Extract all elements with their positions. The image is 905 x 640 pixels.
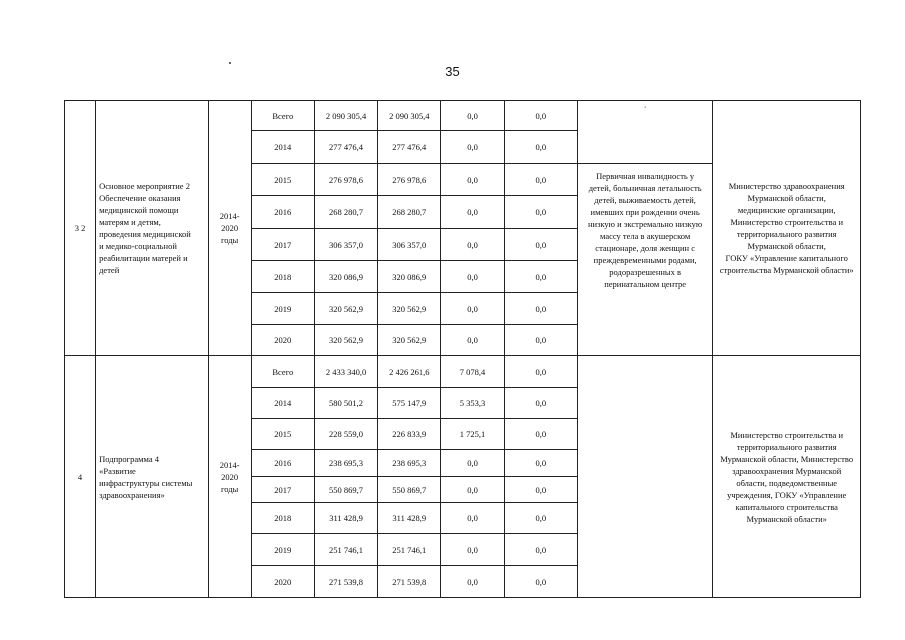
measure-title-line: реабилитации матерей и — [99, 253, 188, 263]
year-cell: 2017 — [251, 229, 314, 261]
year-cell: 2020 — [251, 566, 314, 598]
year-cell: Всего — [251, 356, 314, 388]
executors-line: ГОКУ «Управление капитального — [725, 253, 848, 263]
result-indicator — [577, 164, 713, 356]
measure-title-line: проведения медицинской — [99, 229, 191, 239]
federal-budget-value: 0,0 — [441, 261, 504, 293]
federal-budget-value: 0,0 — [441, 196, 504, 229]
period-line: 2014- — [219, 211, 240, 221]
year-cell: 2017 — [251, 477, 314, 503]
measure-title-line: и медико-социальной — [99, 241, 177, 251]
total-value: 320 086,9 — [314, 261, 377, 293]
executors-line: учреждения, ГОКУ «Управление — [727, 489, 847, 500]
result-indicator-line: преждевременными родами, — [593, 255, 697, 265]
other-sources-value: 0,0 — [504, 503, 577, 534]
year-cell: 2015 — [251, 164, 314, 196]
executors-line: территориального развития — [736, 441, 837, 452]
executors-line: Мурманской области» — [746, 513, 827, 524]
program-table — [64, 100, 861, 598]
year-cell: 2016 — [251, 450, 314, 477]
total-value: 311 428,9 — [314, 503, 377, 534]
period-line: 2020 — [221, 223, 239, 233]
executors-line: капитального строительства — [735, 501, 838, 512]
other-sources-value: 0,0 — [504, 131, 577, 164]
regional-budget-value: 251 746,1 — [378, 534, 441, 566]
executors-line: Мурманской области, — [747, 241, 826, 251]
measure-title-line: Подпрограмма 4 — [99, 453, 159, 464]
measure-title-line: здравоохранения» — [99, 489, 165, 500]
total-value: 320 562,9 — [314, 293, 377, 325]
year-cell: 2016 — [251, 196, 314, 229]
other-sources-value: 0,0 — [504, 101, 577, 131]
measure-title-line: Основное мероприятие 2 — [99, 181, 190, 191]
year-cell: 2015 — [251, 419, 314, 450]
regional-budget-value: 320 086,9 — [378, 261, 441, 293]
executors-line: Мурманской области, Министерство — [720, 453, 854, 464]
year-cell: 2018 — [251, 503, 314, 534]
executors-line: Министерство строительства и — [730, 217, 843, 227]
federal-budget-value: 0,0 — [441, 566, 504, 598]
other-sources-value: 0,0 — [504, 164, 577, 196]
federal-budget-value: 0,0 — [441, 325, 504, 356]
year-cell: 2019 — [251, 534, 314, 566]
row-number: 3 2 — [65, 101, 96, 356]
other-sources-value: 0,0 — [504, 325, 577, 356]
total-value: 320 562,9 — [314, 325, 377, 356]
measure-title — [96, 101, 208, 356]
executors-line: строительства Мурманской области» — [719, 265, 854, 275]
result-indicator-line: массу тела в акушерском — [600, 231, 691, 241]
other-sources-value: 0,0 — [504, 450, 577, 477]
result-indicator-line: стационаре, доля женщин с — [595, 243, 695, 253]
year-cell: 2014 — [251, 131, 314, 164]
total-value: 238 695,3 — [314, 450, 377, 477]
result-indicator-line: низкую и экстремально низкую — [587, 219, 703, 229]
regional-budget-value: 320 562,9 — [378, 293, 441, 325]
total-value: 580 501,2 — [314, 388, 377, 419]
table-row — [65, 101, 861, 131]
year-cell: 2018 — [251, 261, 314, 293]
executors-line: Министерство здравоохранения — [728, 181, 845, 191]
result-indicator-line: перинатальном центре — [604, 279, 687, 289]
regional-budget-value: 226 833,9 — [378, 419, 441, 450]
other-sources-value: 0,0 — [504, 229, 577, 261]
result-indicator-empty — [577, 356, 713, 598]
measure-title-line: инфраструктуры системы — [99, 477, 193, 488]
regional-budget-value: 550 869,7 — [378, 477, 441, 503]
other-sources-value: 0,0 — [504, 261, 577, 293]
measure-title-line: детей — [99, 265, 120, 275]
executors-line: Министерство строительства и — [730, 429, 843, 440]
executors-line: здравоохранения Мурманской — [732, 465, 842, 476]
period-line: 2020 — [221, 471, 239, 482]
result-mark: · — [643, 102, 647, 112]
federal-budget-value: 0,0 — [441, 101, 504, 131]
table-body — [65, 101, 861, 598]
total-value: 268 280,7 — [314, 196, 377, 229]
regional-budget-value: 575 147,9 — [378, 388, 441, 419]
other-sources-value: 0,0 — [504, 419, 577, 450]
federal-budget-value: 5 353,3 — [441, 388, 504, 419]
year-cell: Всего — [251, 101, 314, 131]
year-cell: 2020 — [251, 325, 314, 356]
table-row — [65, 356, 861, 388]
measure-title-line: Обеспечение оказания — [99, 193, 181, 203]
result-indicator — [577, 101, 713, 164]
total-value: 550 869,7 — [314, 477, 377, 503]
result-indicator-line: родоразрешенных в — [609, 267, 682, 277]
measure-title-line: «Развитие — [99, 465, 136, 476]
year-cell: 2019 — [251, 293, 314, 325]
row-number: 4 — [65, 356, 96, 598]
regional-budget-value: 238 695,3 — [378, 450, 441, 477]
federal-budget-value: 0,0 — [441, 131, 504, 164]
total-value: 276 978,6 — [314, 164, 377, 196]
result-indicator-line: Первичная инвалидность у — [596, 171, 695, 181]
period — [208, 356, 251, 598]
federal-budget-value: 0,0 — [441, 293, 504, 325]
executors-line: территориального развития — [736, 229, 837, 239]
total-value: 228 559,0 — [314, 419, 377, 450]
total-value: 2 433 340,0 — [314, 356, 377, 388]
total-value: 251 746,1 — [314, 534, 377, 566]
result-indicator-line: детей, больничная летальность — [588, 183, 702, 193]
other-sources-value: 0,0 — [504, 196, 577, 229]
regional-budget-value: 271 539,8 — [378, 566, 441, 598]
regional-budget-value: 306 357,0 — [378, 229, 441, 261]
executors-line: области, подведомственные — [736, 477, 838, 488]
measure-title — [96, 356, 208, 598]
other-sources-value: 0,0 — [504, 477, 577, 503]
other-sources-value: 0,0 — [504, 388, 577, 419]
other-sources-value: 0,0 — [504, 566, 577, 598]
total-value: 2 090 305,4 — [314, 101, 377, 131]
period-line: годы — [220, 235, 239, 245]
federal-budget-value: 0,0 — [441, 534, 504, 566]
total-value: 271 539,8 — [314, 566, 377, 598]
executors-line: Мурманской области, — [747, 193, 826, 203]
federal-budget-value: 1 725,1 — [441, 419, 504, 450]
federal-budget-value: 0,0 — [441, 450, 504, 477]
page-number: 35 — [445, 64, 460, 79]
executors — [713, 101, 861, 356]
result-indicator-line: детей, выживаемость детей, — [594, 195, 696, 205]
regional-budget-value: 2 090 305,4 — [378, 101, 441, 131]
result-indicator-line: имевших при рождении очень — [590, 207, 700, 217]
regional-budget-value: 268 280,7 — [378, 196, 441, 229]
measure-title-line: медицинской помощи — [99, 205, 179, 215]
federal-budget-value: 0,0 — [441, 164, 504, 196]
period — [208, 101, 251, 356]
period-line: 2014- — [219, 459, 240, 470]
executors-line: медицинские организации, — [737, 205, 836, 215]
regional-budget-value: 277 476,4 — [378, 131, 441, 164]
federal-budget-value: 0,0 — [441, 477, 504, 503]
federal-budget-value: 0,0 — [441, 503, 504, 534]
executors — [713, 356, 861, 598]
regional-budget-value: 2 426 261,6 — [378, 356, 441, 388]
other-sources-value: 0,0 — [504, 534, 577, 566]
year-cell: 2014 — [251, 388, 314, 419]
federal-budget-value: 0,0 — [441, 229, 504, 261]
total-value: 306 357,0 — [314, 229, 377, 261]
regional-budget-value: 320 562,9 — [378, 325, 441, 356]
measure-title-line: матерям и детям, — [99, 217, 161, 227]
regional-budget-value: 311 428,9 — [378, 503, 441, 534]
period-line: годы — [220, 483, 239, 494]
federal-budget-value: 7 078,4 — [441, 356, 504, 388]
other-sources-value: 0,0 — [504, 356, 577, 388]
total-value: 277 476,4 — [314, 131, 377, 164]
regional-budget-value: 276 978,6 — [378, 164, 441, 196]
other-sources-value: 0,0 — [504, 293, 577, 325]
